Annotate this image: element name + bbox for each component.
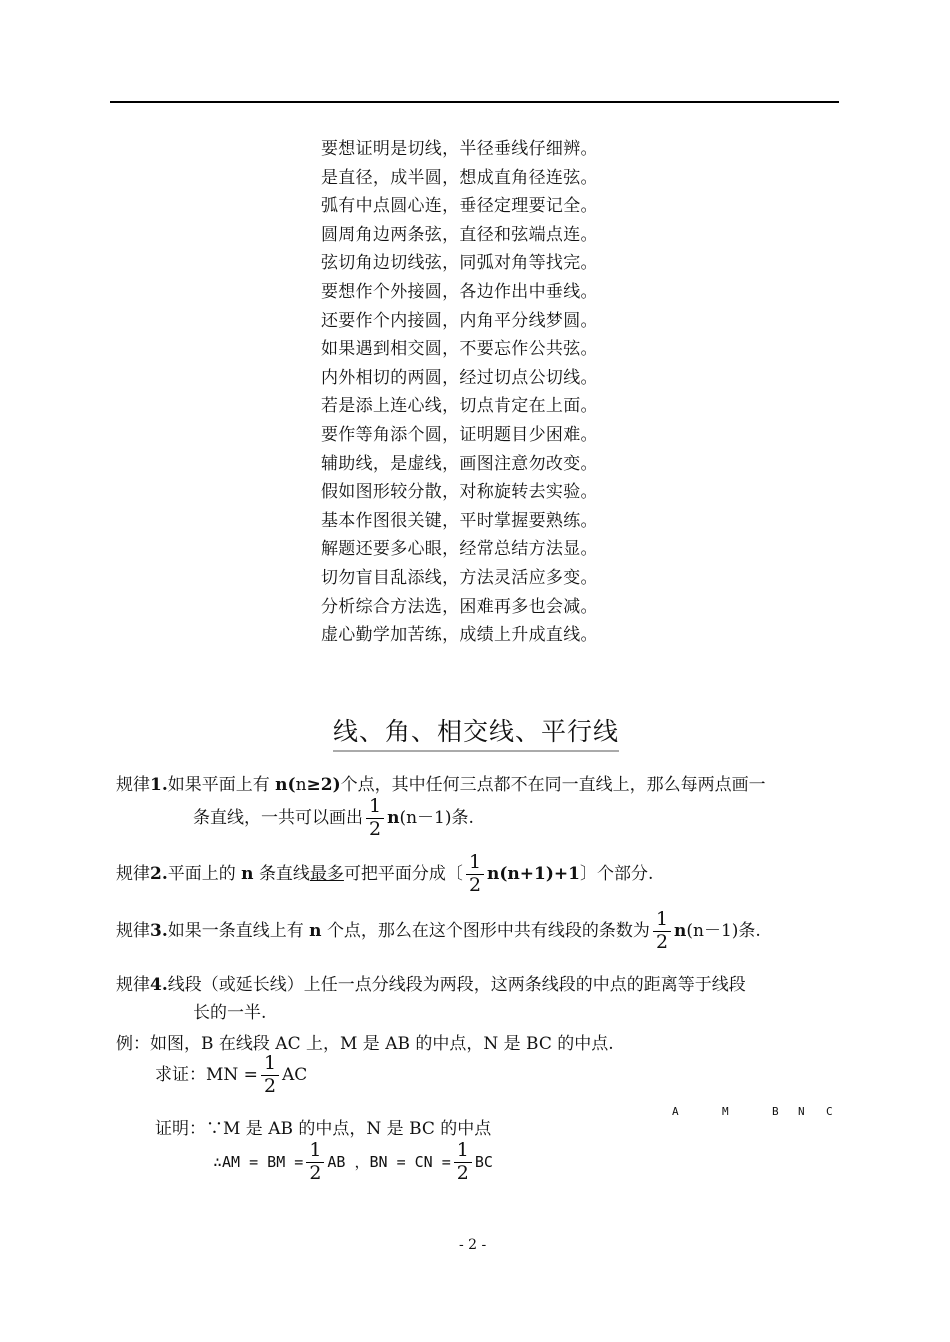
figure-point-a: A xyxy=(672,1105,679,1118)
rule-label: 规律 xyxy=(116,775,150,795)
poem-line: 要想作个外接圆，各边作出中垂线。 xyxy=(321,281,598,302)
rule-math: n xyxy=(241,863,254,884)
fraction-denominator: 2 xyxy=(456,1161,469,1184)
rule-math: n xyxy=(309,920,322,941)
rule-1-line-1 xyxy=(116,770,766,795)
proof-line-2 xyxy=(213,1140,493,1185)
poem-line: 若是添上连心线，切点肯定在上面。 xyxy=(321,396,598,417)
header-rule xyxy=(110,101,839,103)
poem-line: 要作等角添个圆，证明题目少困难。 xyxy=(321,424,598,445)
poem-line: 内外相切的两圆，经过切点公切线。 xyxy=(321,367,598,388)
fraction-denominator: 2 xyxy=(468,873,482,896)
proof-text: BC xyxy=(474,1152,493,1171)
fraction xyxy=(306,1140,324,1185)
poem-line: 是直径，成半圆，想成直角径连弦。 xyxy=(321,167,598,188)
fraction-numerator: 1 xyxy=(466,852,484,875)
rule-math: n xyxy=(387,807,400,828)
rule-text: 平面上的 xyxy=(167,863,236,884)
rule-text: 条直线 xyxy=(258,863,310,884)
rule-text: (n－1)条. xyxy=(399,807,474,828)
rule-text: 〕个部分. xyxy=(579,863,654,884)
rule-label: 规律 xyxy=(116,975,150,995)
fraction-denominator: 2 xyxy=(655,930,669,953)
poem-line: 圆周角边两条弦，直径和弦端点连。 xyxy=(321,224,598,245)
rule-2 xyxy=(116,852,653,897)
prove-label: 求证：MN = xyxy=(155,1064,258,1085)
proof-text: ∴AM = BM = xyxy=(213,1152,304,1171)
underlined-text: 最多 xyxy=(309,863,344,884)
fraction-numerator: 1 xyxy=(306,1140,324,1163)
fraction-denominator: 2 xyxy=(369,817,382,840)
rule-text: 线段（或延长线）上任一点分线段为两段，这两条线段的中点的距离等于线段 xyxy=(167,975,746,995)
fraction-numerator: 1 xyxy=(653,909,671,932)
rule-math: n xyxy=(295,775,307,795)
poem-line: 要想证明是切线，半径垂线仔细辨。 xyxy=(321,139,598,159)
section-title: 线、角、相交线、平行线 xyxy=(333,712,619,752)
fraction xyxy=(653,909,671,954)
figure-point-b: B xyxy=(772,1105,779,1118)
rule-number: 1. xyxy=(150,775,168,795)
rule-label: 规律 xyxy=(116,863,150,884)
rule-text: 如果平面上有 xyxy=(167,775,270,795)
fraction-numerator: 1 xyxy=(261,1053,279,1076)
rule-number: 3. xyxy=(150,920,168,941)
rule-text: 条直线，一共可以画出 xyxy=(193,807,363,828)
rule-math: n xyxy=(674,920,687,941)
example-prove xyxy=(155,1053,307,1098)
fraction xyxy=(466,852,484,897)
poem-block xyxy=(321,135,661,650)
rule-number: 4. xyxy=(150,975,168,995)
poem-line: 分析综合方法选，困难再多也会减。 xyxy=(321,596,598,617)
rule-text: 如果一条直线上有 xyxy=(167,920,304,941)
poem-line: 如果遇到相交圆，不要忘作公共弦。 xyxy=(321,339,598,360)
example-intro: 例：如图，B 在线段 AC 上，M 是 AB 的中点，N 是 BC 的中点. xyxy=(116,1034,614,1054)
rule-text: 个点，其中任何三点都不在同一直线上，那么每两点画一 xyxy=(340,775,766,795)
poem-line: 还要作个内接圆，内角平分线梦圆。 xyxy=(321,310,598,331)
fraction-numerator: 1 xyxy=(454,1140,472,1163)
rule-1-line-2 xyxy=(193,796,474,841)
rule-math: n( xyxy=(275,775,296,795)
fraction-numerator: 1 xyxy=(366,796,384,819)
poem-line: 弧有中点圆心连，垂径定理要记全。 xyxy=(321,196,598,217)
poem-line: 解题还要多心眼，经常总结方法显。 xyxy=(321,539,598,560)
fraction xyxy=(454,1140,472,1185)
figure-point-c: C xyxy=(826,1105,833,1118)
poem-line: 假如图形较分散，对称旋转去实验。 xyxy=(321,482,598,503)
fraction-denominator: 2 xyxy=(263,1074,277,1097)
fraction xyxy=(261,1053,279,1098)
poem-line: 虚心勤学加苦练，成绩上升成直线。 xyxy=(321,625,598,646)
poem-line: 辅助线，是虚线，画图注意勿改变。 xyxy=(321,453,598,474)
figure-point-n: N xyxy=(798,1105,805,1118)
rule-3 xyxy=(116,909,761,954)
rule-text: 可把平面分成〔 xyxy=(343,863,463,884)
proof-line-1: 证明：∵M 是 AB 的中点，N 是 BC 的中点 xyxy=(155,1119,492,1139)
rule-text: 个点，那么在这个图形中共有线段的条数为 xyxy=(326,920,650,941)
page-number: - 2 - xyxy=(459,1237,487,1253)
rule-number: 2. xyxy=(150,863,168,884)
poem-line: 弦切角边切线弦，同弧对角等找完。 xyxy=(321,253,598,274)
prove-tail: AC xyxy=(282,1064,308,1085)
poem-line: 基本作图很关键，平时掌握要熟练。 xyxy=(321,510,598,531)
proof-text: AB ，BN = CN = xyxy=(327,1152,451,1171)
poem-line: 切勿盲目乱添线，方法灵活应多变。 xyxy=(321,567,598,588)
rule-math: n(n+1)+1 xyxy=(487,863,580,884)
figure-point-m: M xyxy=(722,1105,729,1118)
rule-4-line-1 xyxy=(116,970,746,995)
rule-4-line-2: 长的一半. xyxy=(193,1003,267,1023)
fraction xyxy=(366,796,384,841)
rule-math: ≥2) xyxy=(306,775,341,795)
rule-label: 规律 xyxy=(116,920,150,941)
fraction-denominator: 2 xyxy=(309,1161,322,1184)
rule-text: (n－1)条. xyxy=(686,920,761,941)
